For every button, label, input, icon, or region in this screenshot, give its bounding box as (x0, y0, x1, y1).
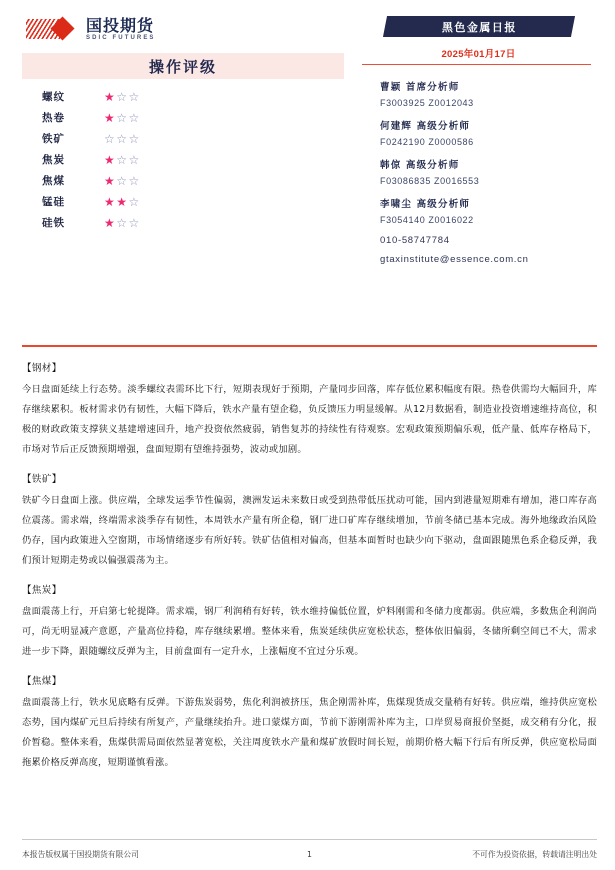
section-heading: 【铁矿】 (22, 474, 62, 485)
star-filled-icon: ★ (104, 194, 117, 209)
logo-mark-icon (26, 17, 84, 41)
rating-row (30, 128, 344, 149)
rating-row (30, 170, 344, 191)
header-right-column (344, 14, 599, 273)
star-empty-icon: ☆ (116, 215, 129, 230)
star-filled-icon: ★ (104, 173, 117, 188)
star-empty-icon: ☆ (128, 89, 141, 104)
report-body (22, 360, 597, 784)
section-body: 盘面震荡上行，铁水见底略有反弹。下游焦炭弱势，焦化利润被挤压，焦企刚需补库，焦煤现货成交量稍有好转。供应端，维持供应宽松态势，国内煤矿元旦后持续有所复产，产量继续抬升。进口蒙煤方面，节前下游刚需补库为主，口岸贸易商报价坚挺，成交稍有分化，报价暂稳。整体来看，焦煤供需局面依然显著宽松，关注周度铁水产量和煤矿放假时间长短，前期价格大幅下行后有所反弹，供应宽松局面拖累价格反弹高度，短期谨慎看涨。 (22, 697, 597, 768)
section-heading: 【钢材】 (22, 363, 62, 374)
analyst-license: F3054140 Z0016022 (380, 215, 474, 225)
footer-page-number: 1 (307, 850, 312, 859)
star-empty-icon: ☆ (128, 173, 141, 188)
footer-disclaimer: 不可作为投资依据，转载请注明出处 (472, 850, 597, 859)
section-heading: 【焦煤】 (22, 676, 62, 687)
section-heading: 【焦炭】 (22, 585, 62, 596)
page-header (0, 0, 615, 273)
star-filled-icon: ★ (116, 194, 129, 209)
analyst-name: 李啸尘 高级分析师 (380, 199, 471, 210)
rating-stars (104, 91, 141, 103)
rating-panel-title: 操作评级 (148, 57, 217, 76)
report-section (22, 360, 597, 460)
rating-panel-header (22, 53, 344, 79)
star-empty-icon: ☆ (116, 152, 129, 167)
analyst-list (358, 79, 599, 225)
logo-company-name-cn: 国投期货 (86, 15, 155, 35)
star-empty-icon: ☆ (128, 215, 141, 230)
rating-row (30, 107, 344, 128)
rating-commodity-label: 热卷 (42, 112, 65, 124)
rating-commodity-label: 焦炭 (42, 154, 65, 166)
report-title-banner (382, 16, 574, 37)
star-filled-icon: ★ (104, 152, 117, 167)
section-body: 铁矿今日盘面上涨。供应端，全球发运季节性偏弱，澳洲发运未来数日或受到热带低压扰动可能，国内到港量短期难有增加，港口库存高位震荡。需求端，终端需求淡季存有韧性，本周铁水产量有所企稳，钢厂进口矿库存继续增加，节前冬储已基本完成。海外地缘政治风险仍存，国内政策进入空窗期，市场情绪逐步有所好转。铁矿估值相对偏高，但基本面暂时也缺少向下驱动，盘面跟随黑色系企稳反弹，我们预计短期走势或以偏强震荡为主。 (22, 495, 597, 566)
rating-stars (104, 196, 141, 208)
analyst-license: F03086835 Z0016553 (380, 176, 480, 186)
rating-commodity-label: 锰硅 (42, 196, 65, 208)
star-filled-icon: ★ (104, 110, 117, 125)
date-divider (362, 64, 591, 65)
star-empty-icon: ☆ (116, 110, 129, 125)
contact-block (358, 235, 599, 265)
star-empty-icon: ☆ (116, 131, 129, 146)
analyst-name: 何建辉 高级分析师 (380, 121, 471, 132)
star-empty-icon: ☆ (116, 89, 129, 104)
star-empty-icon: ☆ (116, 173, 129, 188)
company-logo (22, 14, 344, 44)
analyst-name: 曹颖 首席分析师 (380, 82, 460, 93)
star-empty-icon: ☆ (128, 131, 141, 146)
rating-commodity-label: 铁矿 (42, 133, 65, 145)
section-body: 盘面震荡上行，开启第七轮提降。需求端，钢厂利润稍有好转，铁水维持偏低位置，炉料刚需和冬储力度都弱。供应端，多数焦企利润尚可，尚无明显减产意愿，产量高位持稳，库存继续累增。整体来看，焦炭延续供应宽松状态，整体依旧偏弱，冬储所剩空间已不大，需求进一步下降，跟随螺纹反弹为主，目前盘面有一定升水，上涨幅度不宜过分乐观。 (22, 606, 597, 657)
rating-row (30, 212, 344, 233)
star-filled-icon: ★ (104, 89, 117, 104)
analyst-license: F0242190 Z0000586 (380, 137, 474, 147)
report-section (22, 471, 597, 571)
rating-stars (104, 154, 141, 166)
star-empty-icon: ☆ (104, 131, 117, 146)
header-left-column (22, 14, 344, 273)
star-empty-icon: ☆ (128, 194, 141, 209)
analyst-name: 韩倞 高级分析师 (380, 160, 460, 171)
rating-commodity-label: 螺纹 (42, 91, 65, 103)
rating-row (30, 149, 344, 170)
logo-company-name-en: SDIC FUTURES (86, 34, 156, 41)
rating-list (22, 86, 344, 233)
footer-divider (22, 839, 597, 840)
report-section (22, 673, 597, 773)
rating-commodity-label: 焦煤 (42, 175, 65, 187)
contact-phone: 010-58747784 (380, 235, 450, 246)
logo-text (86, 15, 156, 41)
star-filled-icon: ★ (104, 215, 117, 230)
contact-email[interactable]: gtaxinstitute@essence.com.cn (380, 254, 529, 265)
star-empty-icon: ☆ (128, 110, 141, 125)
report-title: 黑色金属日报 (441, 20, 516, 34)
header-divider (22, 345, 597, 347)
star-empty-icon: ☆ (128, 152, 141, 167)
rating-stars (104, 175, 141, 187)
page-footer (22, 849, 597, 860)
rating-commodity-label: 硅铁 (42, 217, 65, 229)
footer-copyright: 本报告版权属于国投期货有限公司 (22, 850, 139, 859)
rating-stars (104, 217, 141, 229)
rating-stars (104, 112, 141, 124)
rating-row (30, 191, 344, 212)
analyst-license: F3003925 Z0012043 (380, 98, 474, 108)
section-body: 今日盘面延续上行态势。淡季螺纹表需环比下行，短期表现好于预期，产量同步回落，库存低位累积幅度有限。热卷供需均大幅回升，库存继续累积。板材需求仍有韧性，大幅下降后，铁水产量有望企稳，负反馈压力明显缓解。从12月数据看，制造业投资增速维持高位，积极的财政政策支撑狭义基建增速回升，地产投资依然疲弱，销售复苏的持续性有待观察。宏观政策预期偏乐观，低产量、低库存格局下，市场对节后正反馈预期增强，盘面短期有望维持强势，波动或加剧。 (22, 384, 597, 455)
report-date: 2025年01月17日 (441, 49, 516, 60)
rating-row (30, 86, 344, 107)
rating-stars (104, 133, 141, 145)
report-section (22, 582, 597, 662)
